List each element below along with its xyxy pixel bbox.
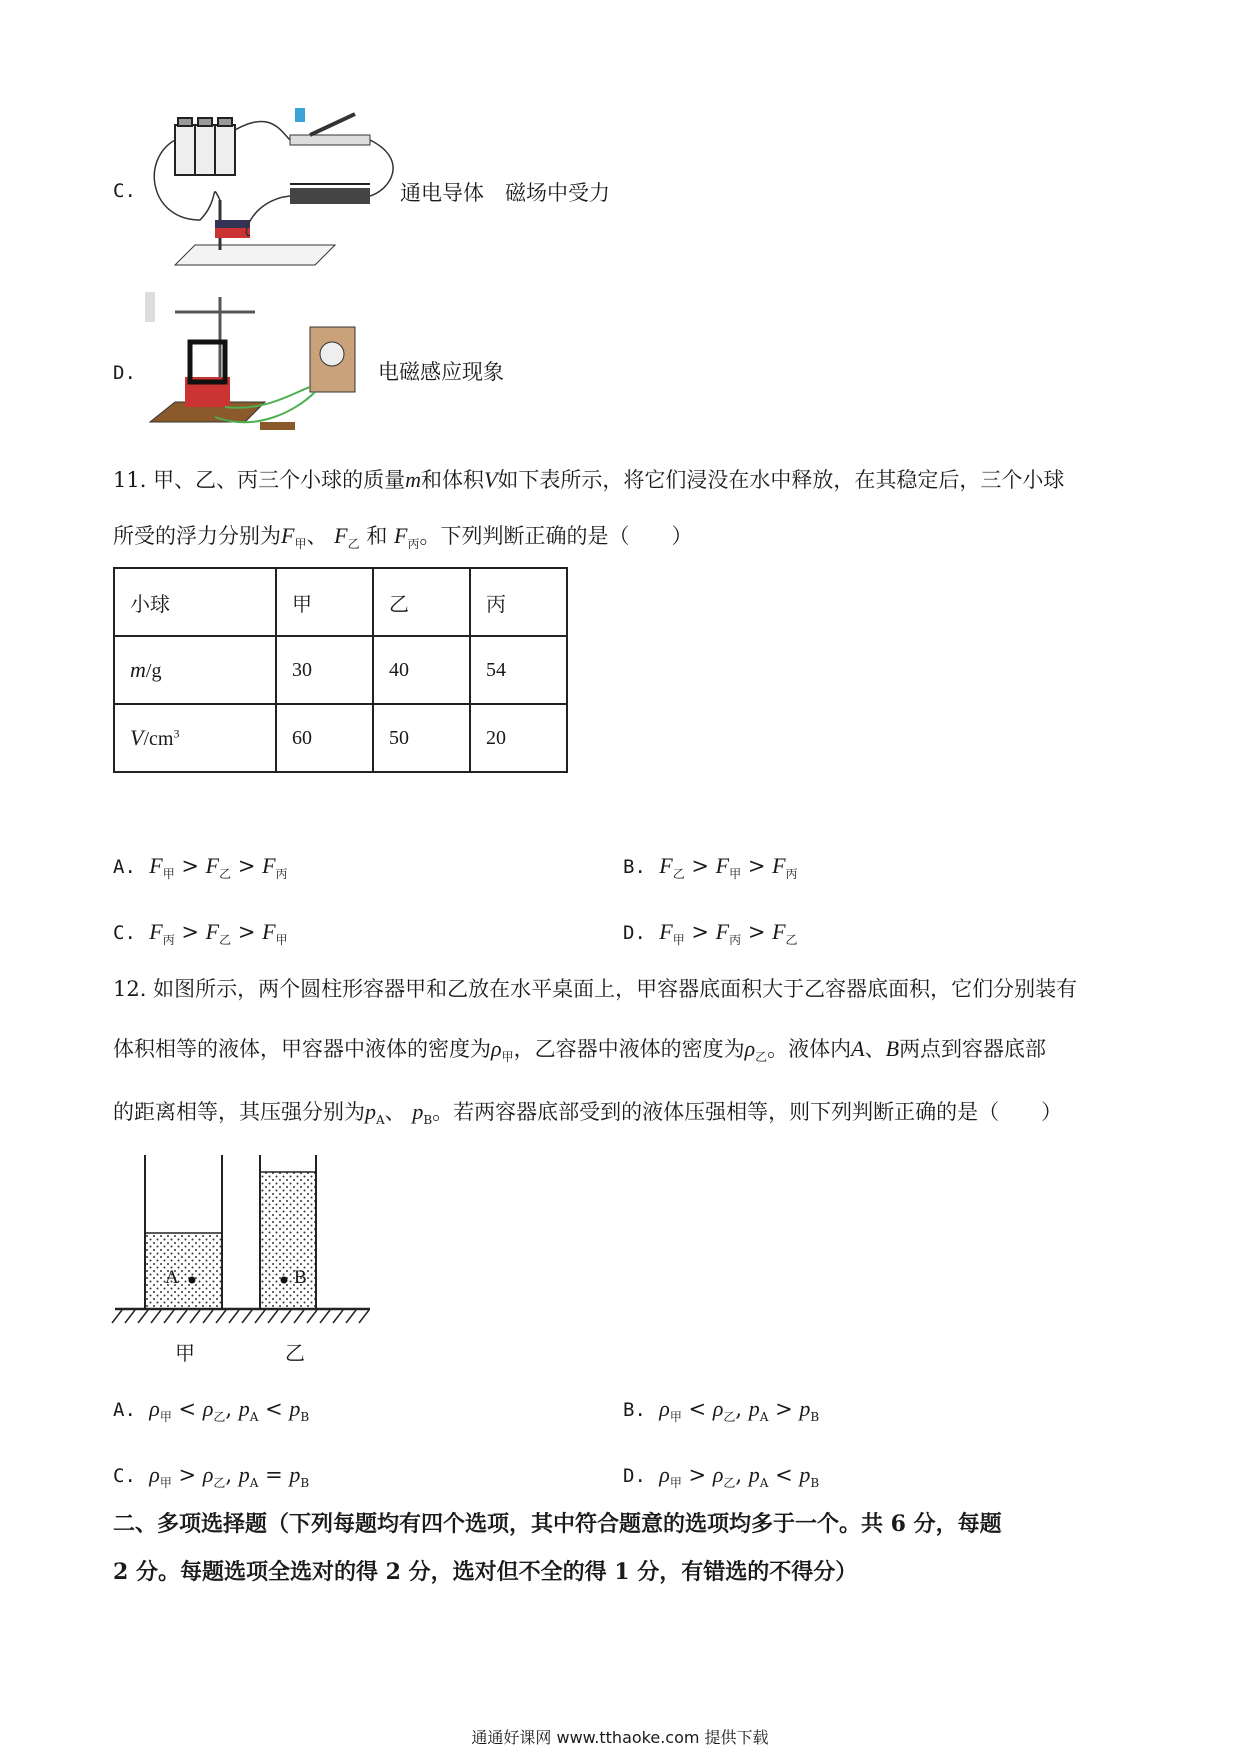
table-cell: 乙	[373, 568, 470, 636]
table-row	[114, 704, 567, 772]
point-b-label: B	[294, 1267, 307, 1288]
q12-option-b[interactable]: B. $\rho_甲 < \rho_乙$, $p_A > p_B$	[623, 1396, 820, 1425]
table-cell: 60	[276, 704, 373, 772]
point-a-label: A	[165, 1267, 179, 1288]
q12-line2: 体积相等的液体，甲容器中液体的密度为$\rho_甲$，乙容器中液体的密度为$\rho_乙$。液体内A、B两点到容器底部	[113, 1036, 1047, 1065]
q12-option-c[interactable]: C. $\rho_甲 > \rho_乙$, $p_A = p_B$	[113, 1462, 310, 1491]
container-yi-label: 乙	[285, 1341, 305, 1365]
table-cell: 40	[373, 636, 470, 704]
circuit-diagram-c	[140, 100, 410, 275]
q12-option-a[interactable]: A. $\rho_甲 < \rho_乙$, $p_A < p_B$	[113, 1396, 310, 1425]
q11-line1: 11. 甲、乙、丙三个小球的质量m和体积V如下表所示，将它们浸没在水中释放，在其稳定后，三个小球	[113, 467, 1065, 492]
option-c-caption: 通电导体 磁场中受力	[400, 181, 610, 205]
table-cell: 50	[373, 704, 470, 772]
section-2-heading-line2: 2 分。每题选项全选对的得 2 分，选对但不全的得 1 分，有错选的不得分）	[113, 1559, 858, 1585]
section-2-heading-line1: 二、多项选择题（下列每题均有四个选项，其中符合题意的选项均多于一个。共 6 分，每题	[113, 1511, 1002, 1537]
q11-line2: 所受的浮力分别为$F_甲$、 $F_乙$ 和 $F_丙$。下列判断正确的是（ ）	[113, 523, 693, 552]
q12-line3: 的距离相等，其压强分别为$p_A$、 $p_B$。若两容器底部受到的液体压强相等，则下列判断正确的是（ ）	[113, 1099, 1063, 1128]
option-d-caption: 电磁感应现象	[378, 360, 504, 384]
container-jia-label: 甲	[175, 1341, 195, 1365]
q11-option-b[interactable]: B. $F_乙 > F_甲 > F_丙$	[623, 853, 798, 882]
table-cell: 30	[276, 636, 373, 704]
table-cell: 20	[470, 704, 567, 772]
table-cell: m/g	[114, 636, 276, 704]
q12-line1: 12. 如图所示，两个圆柱形容器甲和乙放在水平桌面上，甲容器底面积大于乙容器底面积，它们分别装有	[113, 977, 1078, 1001]
table-cell: 甲	[276, 568, 373, 636]
table-cell: 54	[470, 636, 567, 704]
ball-data-table	[113, 567, 568, 773]
table-row	[114, 636, 567, 704]
q12-option-d[interactable]: D. $\rho_甲 > \rho_乙$, $p_A < p_B$	[623, 1462, 820, 1491]
q11-option-a[interactable]: A. $F_甲 > F_乙 > F_丙$	[113, 853, 288, 882]
option-c-letter: C.	[113, 180, 136, 202]
table-cell: 小球	[114, 568, 276, 636]
induction-diagram-d	[145, 292, 365, 442]
containers-figure	[110, 1150, 380, 1360]
q11-option-c[interactable]: C. $F_丙 > F_乙 > F_甲$	[113, 919, 288, 948]
q11-option-d[interactable]: D. $F_甲 > F_丙 > F_乙$	[623, 919, 798, 948]
page-footer: 通通好课网 www.tthaoke.com 提供下载	[471, 1728, 769, 1747]
table-row	[114, 568, 567, 636]
table-cell: $V/cm^3$	[114, 704, 276, 772]
table-cell: 丙	[470, 568, 567, 636]
option-d-letter: D.	[113, 362, 136, 384]
